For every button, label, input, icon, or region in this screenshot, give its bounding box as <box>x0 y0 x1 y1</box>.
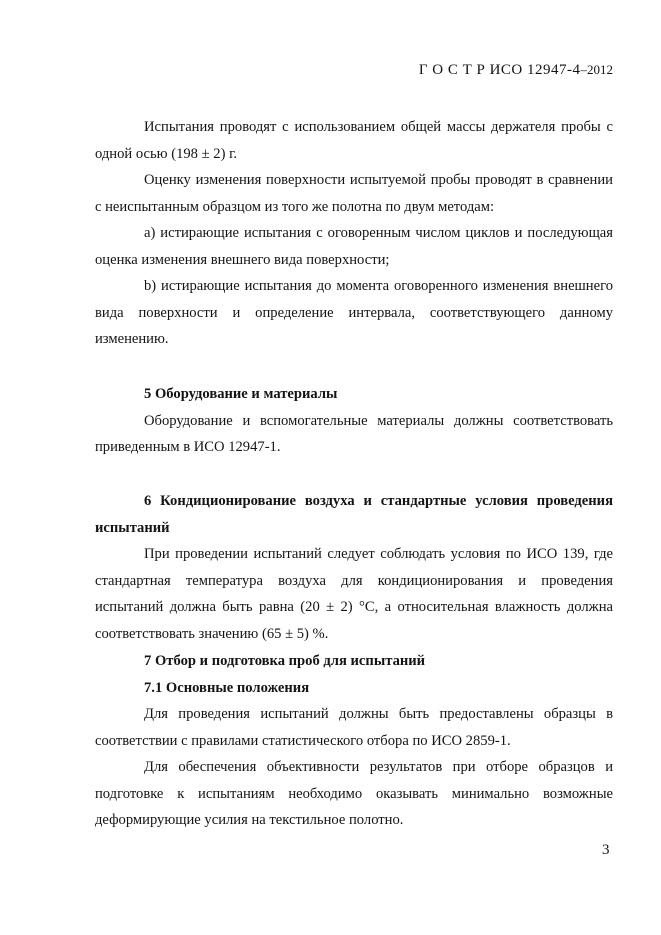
paragraph-test-mass: Испытания проводят с использованием общей массы держателя пробы с одной осью (198 ± 2) г. <box>95 119 613 162</box>
section-7-heading: 7 Отбор и подготовка проб для испытаний <box>144 653 426 669</box>
section-5 <box>95 381 613 461</box>
page-header <box>419 62 613 79</box>
section-6-text: При проведении испытаний следует соблюдать условия по ИСО 139, где стандартная температура воздуха для кондиционирования и проведения испытаний должна быть равна (20 ± 2) °С, а относительная влажность должна соответствовать значению (65 ± 5) %. <box>95 546 613 642</box>
section-5-heading: 5 Оборудование и материалы <box>144 386 338 402</box>
standard-year: –2012 <box>580 62 613 77</box>
section-6-heading: 6 Кондиционирование воздуха и стандартные условия проведения испытаний <box>95 493 613 536</box>
section-7-1-text-sampling: Для проведения испытаний должны быть предоставлены образцы в соответствии с правилами статистического отбора по ИСО 2859-1. <box>95 706 613 749</box>
section-7-1-text-deformation: Для обеспечения объективности результатов при отборе образцов и подготовке к испытаниям необходимо оказывать минимально возможные деформирующие усилия на текстильное полотно. <box>95 759 613 828</box>
section-6 <box>95 488 613 647</box>
page-number: 3 <box>602 842 610 858</box>
section-7-1-heading: 7.1 Основные положения <box>144 679 310 696</box>
section-7 <box>95 648 613 834</box>
standard-designation: Г О С Т Р ИСО 12947-4 <box>418 62 581 78</box>
list-item-method-a: а) истирающие испытания с оговоренным числом циклов и последующая оценка изменения внешнего вида поверхности; <box>95 225 613 268</box>
intro-paragraphs <box>95 114 613 353</box>
section-5-text: Оборудование и вспомогательные материалы должны соответствовать приведенным в ИСО 12947-1. <box>95 412 613 455</box>
paragraph-surface-evaluation: Оценку изменения поверхности испытуемой пробы проводят в сравнении с неиспытанным образцом из того же полотна по двум методам: <box>95 172 613 215</box>
list-item-method-b: b) истирающие испытания до момента оговоренного изменения внешнего вида поверхности и определение интервала, соответствующего данному изменению. <box>95 278 613 347</box>
